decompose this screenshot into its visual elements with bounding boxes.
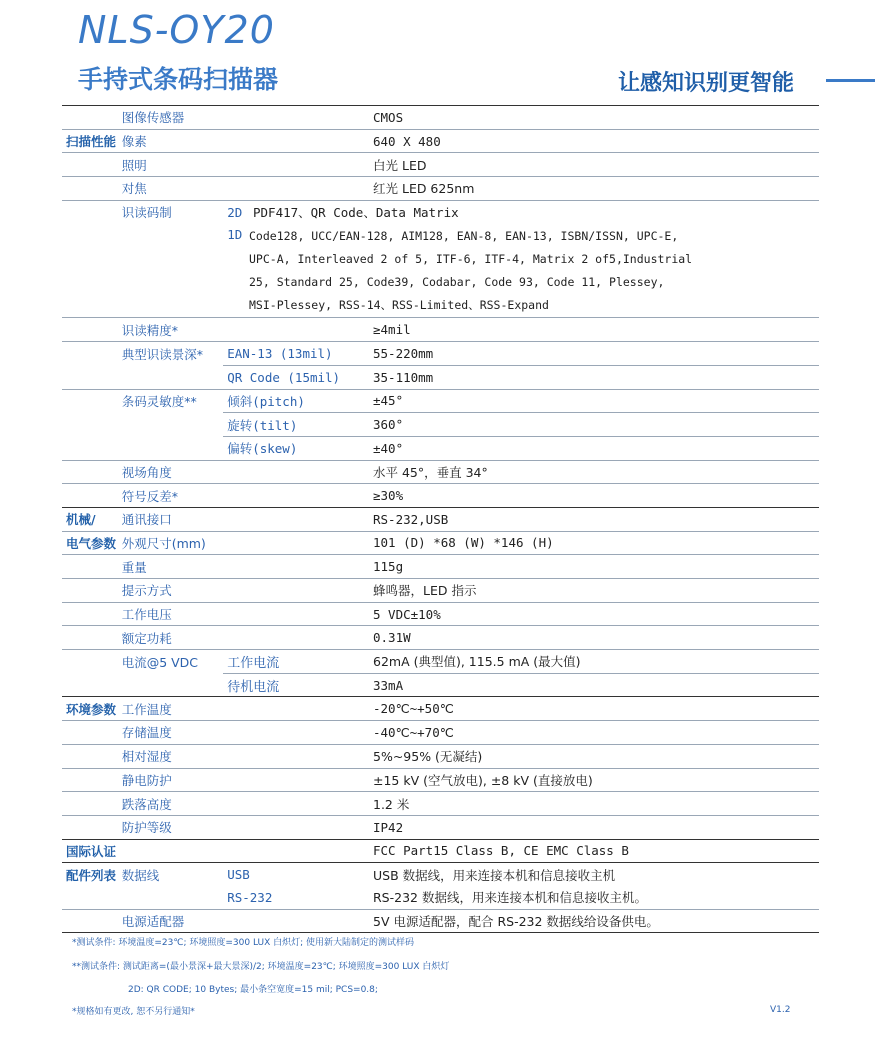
spec-label: 符号反差* — [118, 484, 224, 508]
spec-sublabel: USB — [223, 863, 369, 886]
spec-label: 防护等级 — [118, 815, 224, 839]
spec-sublabel: 偏转(skew) — [223, 436, 369, 460]
spec-label: 跌落高度 — [118, 792, 224, 816]
spec-value: -40℃~+70℃ — [369, 721, 819, 745]
table-row — [62, 744, 819, 768]
table-row — [62, 909, 819, 933]
spec-value: -20℃~+50℃ — [369, 697, 819, 721]
spec-label: 识读码制 — [118, 200, 224, 223]
slogan-rule — [826, 79, 875, 82]
spec-value: 640 X 480 — [369, 129, 819, 153]
spec-value: RS-232 数据线，用来连接本机和信息接收主机。 — [373, 890, 647, 906]
spec-sublabel: RS-232 — [227, 889, 273, 905]
table-row — [62, 768, 819, 792]
table-row — [62, 342, 819, 366]
spec-value: FCC Part15 Class B, CE EMC Class B — [369, 839, 819, 863]
spec-value: 55-220mm — [369, 342, 819, 366]
spec-sublabel: EAN-13 (13mil) — [223, 342, 369, 366]
spec-value: 红光 LED 625nm — [369, 177, 819, 201]
slogan: 让感知识别更智能 — [618, 71, 795, 96]
spec-label: 电流@5 VDC — [118, 650, 224, 674]
category-label: 环境参数 — [62, 697, 118, 721]
table-row — [62, 579, 819, 603]
spec-sublabel: 2D — [223, 200, 369, 223]
spec-label: 识读精度* — [118, 318, 224, 342]
table-row — [62, 507, 819, 531]
spec-value: 水平 45°，垂直 34° — [369, 460, 819, 484]
table-row — [62, 223, 819, 318]
table-row — [62, 153, 819, 177]
category-label: 扫描性能 — [62, 129, 118, 153]
symbology-line: UPC-A, Interleaved 2 of 5, ITF-6, ITF-4, Matrix 2 of5,Industrial — [249, 252, 693, 267]
spec-label: 外观尺寸(mm) — [118, 531, 224, 555]
spec-value: 33mA — [369, 673, 819, 697]
spec-label: 工作温度 — [118, 697, 224, 721]
spec-label: 数据线 — [118, 863, 224, 886]
spec-label: 对焦 — [118, 177, 224, 201]
category-label: 配件列表 — [62, 863, 118, 886]
spec-value: ≥4mil — [369, 318, 819, 342]
spec-label: 静电防护 — [118, 768, 224, 792]
symbology-line: Code128, UCC/EAN-128, AIM128, EAN-8, EAN-13, ISBN/ISSN, UPC-E, — [249, 229, 679, 244]
table-row — [62, 697, 819, 721]
spec-label: 图像传感器 — [118, 106, 224, 130]
table-row — [62, 365, 819, 389]
table-row — [62, 389, 819, 413]
spec-value: 5 VDC±10% — [369, 602, 819, 626]
spec-sublabel: 1D — [227, 227, 243, 243]
spec-sublabel: 倾斜(pitch) — [223, 389, 369, 413]
category-label: 机械/ — [62, 507, 118, 531]
table-row — [62, 531, 819, 555]
model-title: NLS-OY20 — [78, 8, 275, 52]
spec-value: 62mA (典型值), 115.5 mA (最大值) — [369, 650, 819, 674]
spec-value: 5V 电源适配器，配合 RS-232 数据线给设备供电。 — [369, 909, 819, 933]
spec-value: 115g — [369, 555, 819, 579]
table-row — [62, 413, 819, 437]
spec-value: 5%~95% (无凝结) — [369, 744, 819, 768]
footnote: *测试条件: 环境温度=23℃; 环境照度=300 LUX 白炽灯; 使用新大陆制定的测试样码 — [72, 938, 415, 948]
table-row — [62, 839, 819, 863]
spec-sublabel: QR Code (15mil) — [223, 365, 369, 389]
table-row — [62, 200, 819, 223]
spec-label: 相对湿度 — [118, 744, 224, 768]
spec-sublabel: 旋转(tilt) — [223, 413, 369, 437]
spec-value: 蜂鸣器，LED 指示 — [369, 579, 819, 603]
spec-value: RS-232,USB — [369, 507, 819, 531]
spec-label: 像素 — [118, 129, 224, 153]
spec-value: IP42 — [369, 815, 819, 839]
symbology-line: 25, Standard 25, Code39, Codabar, Code 93, Code 11, Plessey, — [249, 275, 665, 290]
table-row — [62, 129, 819, 153]
table-row — [62, 626, 819, 650]
version-label: V1.2 — [770, 1005, 791, 1015]
footnote: 2D: QR CODE; 10 Bytes; 最小条空宽度=15 mil; PCS=0.8; — [128, 985, 378, 995]
table-row — [62, 484, 819, 508]
footnote: *规格如有更改, 恕不另行通知* — [72, 1007, 195, 1017]
spec-label: 视场角度 — [118, 460, 224, 484]
spec-label: 通讯接口 — [118, 507, 224, 531]
spec-label: 额定功耗 — [118, 626, 224, 650]
spec-value: CMOS — [369, 106, 819, 130]
spec-label: 工作电压 — [118, 602, 224, 626]
category-label: 电气参数 — [62, 531, 118, 555]
spec-label: 提示方式 — [118, 579, 224, 603]
spec-value: USB 数据线，用来连接本机和信息接收主机 — [369, 863, 819, 886]
table-row — [62, 436, 819, 460]
table-row — [62, 815, 819, 839]
spec-table — [62, 105, 819, 933]
spec-label: 重量 — [118, 555, 224, 579]
spec-value: ≥30% — [369, 484, 819, 508]
spec-value: 360° — [369, 413, 819, 437]
table-row — [62, 673, 819, 697]
table-row — [62, 555, 819, 579]
spec-value: ±45° — [369, 389, 819, 413]
spec-value: 白光 LED — [369, 153, 819, 177]
spec-sublabel: 待机电流 — [223, 673, 369, 697]
spec-label: 典型识读景深* — [118, 342, 224, 366]
spec-value: 35-110mm — [369, 365, 819, 389]
spec-label: 存储温度 — [118, 721, 224, 745]
spec-sublabel: 工作电流 — [223, 650, 369, 674]
spec-value: ±15 kV (空气放电), ±8 kV (直接放电) — [369, 768, 819, 792]
table-row — [62, 602, 819, 626]
table-row — [62, 460, 819, 484]
spec-value: 1.2 米 — [369, 792, 819, 816]
symbology-line: MSI-Plessey, RSS-14、RSS-Limited、RSS-Expand — [249, 298, 549, 313]
spec-value: 0.31W — [369, 626, 819, 650]
spec-value: PDF417、QR Code、Data Matrix — [249, 200, 699, 223]
table-row — [62, 650, 819, 674]
table-row — [62, 318, 819, 342]
spec-label: 照明 — [118, 153, 224, 177]
table-row — [62, 106, 819, 130]
symbology-list — [249, 223, 819, 318]
spec-label: 电源适配器 — [118, 909, 224, 933]
footnote: **测试条件: 测试距离=(最小景深+最大景深)/2; 环境温度=23℃; 环境照度=300 LUX 白炽灯 — [72, 962, 450, 972]
spec-value: ±40° — [369, 436, 819, 460]
table-row — [62, 792, 819, 816]
product-subtitle: 手持式条码扫描器 — [78, 65, 279, 94]
spec-label: 条码灵敏度** — [118, 389, 224, 413]
table-row — [62, 177, 819, 201]
table-row — [62, 886, 819, 909]
table-row — [62, 721, 819, 745]
spec-value: 101 (D) *68 (W) *146 (H) — [369, 531, 819, 555]
category-label: 国际认证 — [62, 839, 118, 863]
table-row — [62, 863, 819, 886]
